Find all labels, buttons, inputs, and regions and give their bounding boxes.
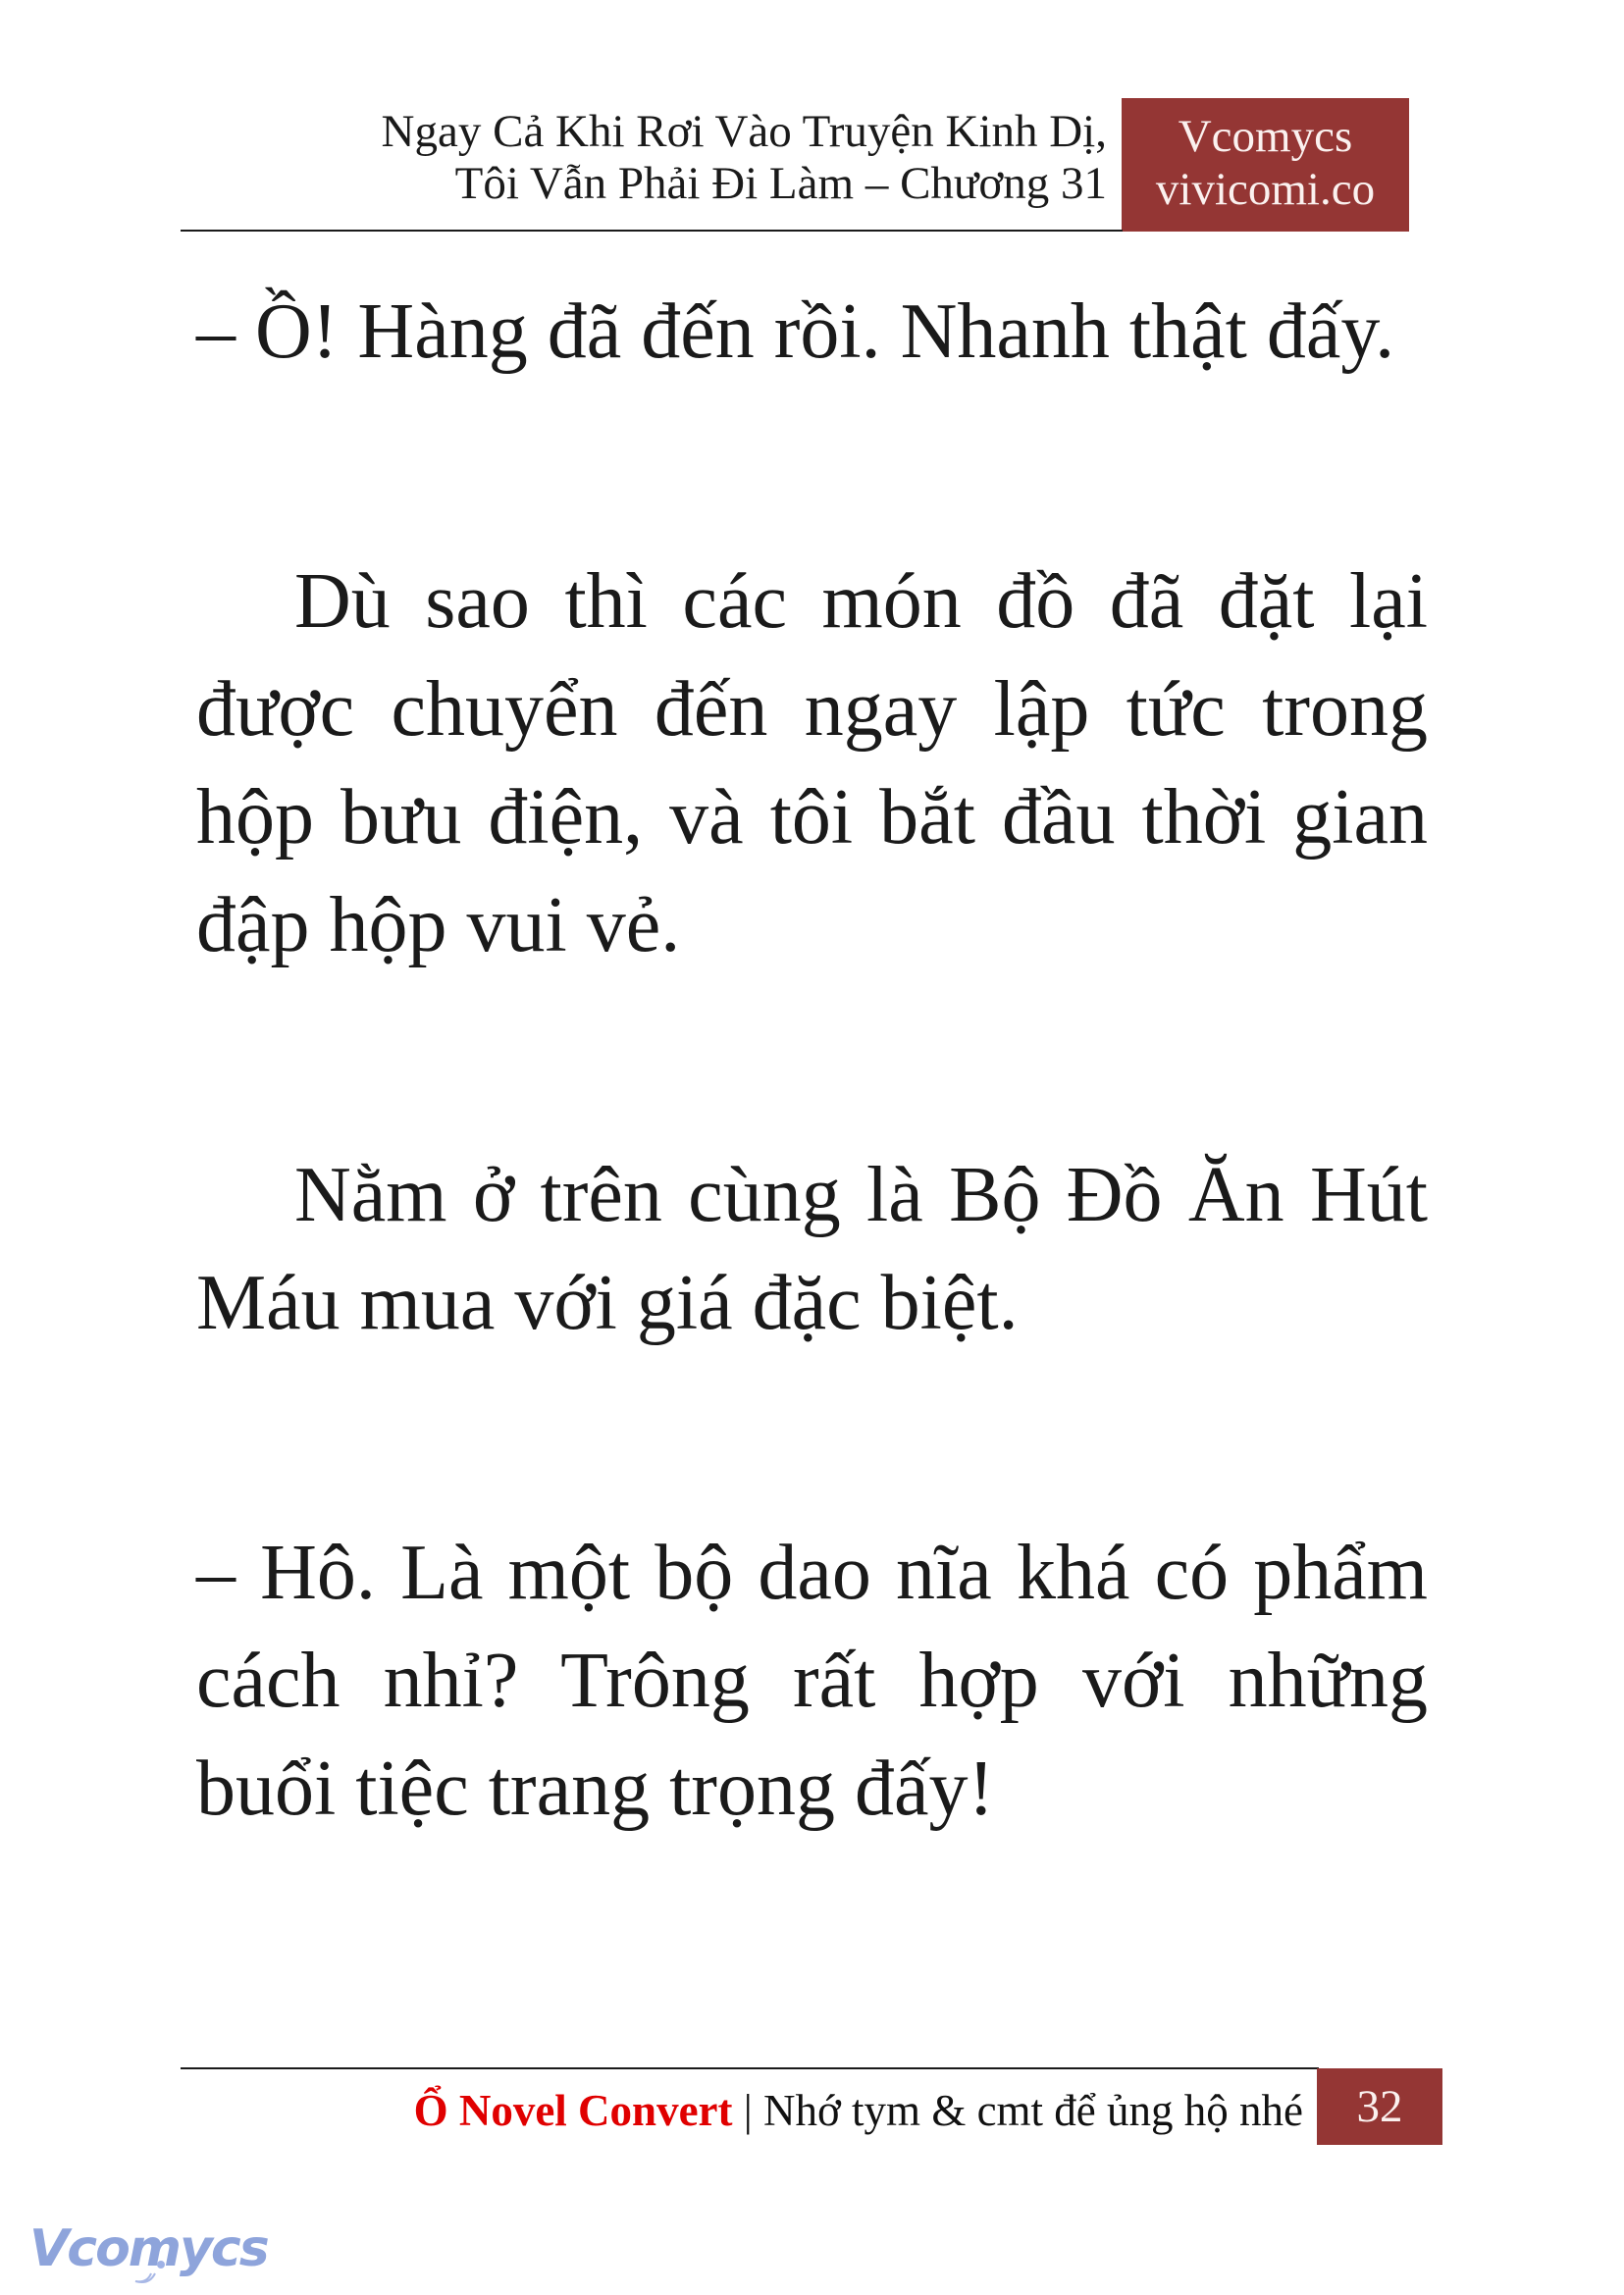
footer-separator: | (743, 2086, 753, 2135)
vcomycs-logo-icon (29, 2219, 268, 2288)
header-divider (181, 230, 1123, 232)
chapter-title-line-2: Tôi Vẫn Phải Đi Làm – Chương 31 (454, 158, 1107, 209)
footer-message: Nhớ tym & cmt để ủng hộ nhé (763, 2086, 1303, 2135)
footer-divider (181, 2067, 1319, 2069)
chapter-body (196, 278, 1428, 1843)
brand-name: Vcomycs (1178, 111, 1353, 162)
chapter-title-line-1: Ngay Cả Khi Rơi Vào Truyện Kinh Dị, (381, 106, 1107, 157)
page-number: 32 (1356, 2081, 1403, 2132)
paragraph-1: – Ồ! Hàng đã đến rồi. Nhanh thật đấy. (196, 288, 1395, 375)
footer-credit (196, 2085, 1303, 2136)
brand-site: vivicomi.co (1155, 164, 1376, 215)
brand-badge (1122, 98, 1409, 232)
logo-text: Vcomycs (29, 2219, 268, 2278)
footer-brand: Ổ Novel Convert (413, 2086, 733, 2135)
paragraph-4: – Hô. Là một bộ dao nĩa khá có phẩm cách nhỉ? Trông rất hợp với những buổi tiệc trang trọng đấy! (196, 1530, 1428, 1832)
paragraph-3: Nằm ở trên cùng là Bộ Đồ Ăn Hút Máu mua với giá đặc biệt. (196, 1152, 1428, 1346)
page-number-badge (1317, 2068, 1442, 2145)
chapter-header-title (294, 106, 1107, 210)
paragraph-2: Dù sao thì các món đồ đã đặt lại được chuyển đến ngay lập tức trong hộp bưu điện, và tôi bắt đầu thời gian đập hộp vui vẻ. (196, 558, 1428, 968)
